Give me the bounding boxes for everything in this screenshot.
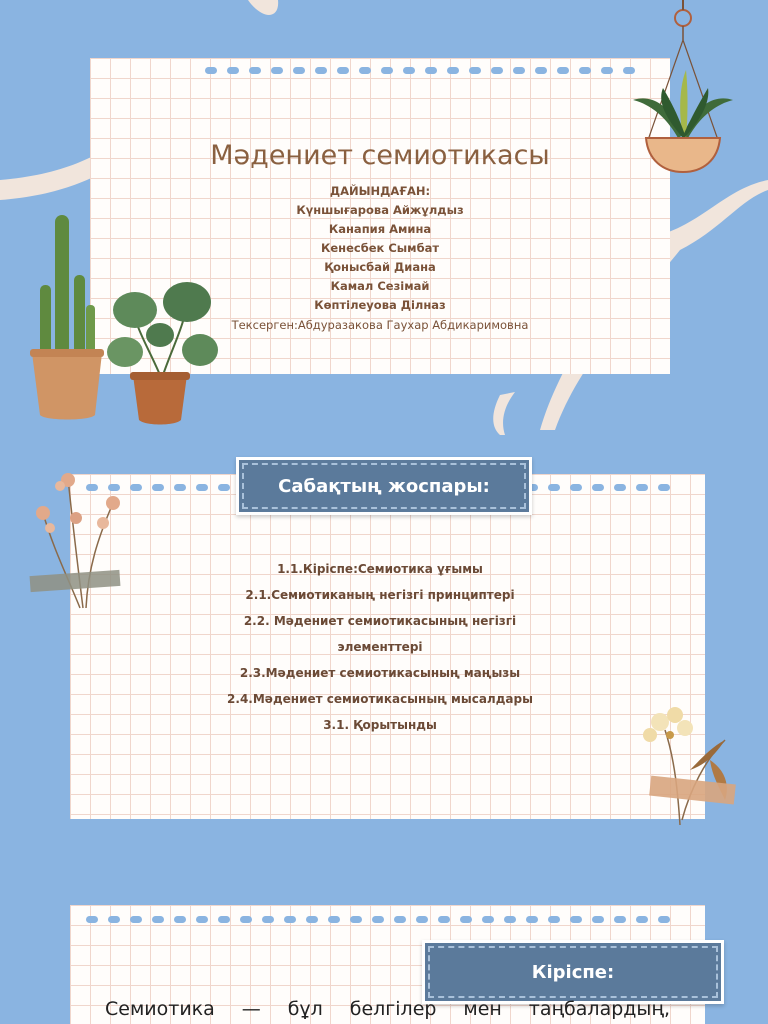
author-name: Күншығарова Айжұлдыз [296, 203, 464, 217]
list-item: элементтері [337, 640, 423, 654]
notebook-holes [86, 916, 670, 923]
hanging-plant-icon [628, 0, 738, 180]
notebook-holes [205, 67, 635, 74]
plan-list [70, 556, 690, 738]
list-item: 2.1.Семиотиканың негізгі принциптері [245, 588, 515, 602]
dried-flowers-icon [28, 468, 128, 618]
cactus-pot-icon [30, 215, 110, 425]
plan-heading: Сабақтың жоспары: [278, 475, 490, 497]
list-item: 2.4.Мәдениет семиотикасының мысалдары [227, 692, 533, 706]
monstera-pot-icon [105, 280, 225, 430]
prepared-label: ДАЙЫНДАҒАН: [329, 184, 431, 198]
author-name: Камал Сезімай [330, 279, 430, 293]
author-name: Қонысбай Диана [324, 260, 436, 274]
dried-flowers-icon [630, 700, 740, 830]
list-item: 3.1. Қорытынды [323, 718, 437, 732]
intro-paragraph: Семиотика — бұл белгілер мен таңбалардың, [105, 998, 670, 1020]
page-title: Мәдениет семиотикасы [210, 140, 550, 171]
plan-heading-banner [236, 457, 532, 515]
list-item: 2.2. Мәдениет семиотикасының негізгі [243, 614, 517, 628]
list-item: 1.1.Кіріспе:Семиотика ұғымы [277, 562, 483, 576]
intro-heading: Кіріспе: [531, 961, 615, 983]
author-name: Көптілеуова Ділназ [314, 298, 446, 312]
author-name: Кенесбек Сымбат [320, 241, 440, 255]
author-name: Канапия Амина [328, 222, 432, 236]
intro-heading-banner [422, 940, 724, 1004]
reviewer-line: Тексерген:Абдуразакова Гаухар Абдикаримовна [231, 318, 529, 332]
list-item: 2.3.Мәдениет семиотикасының маңызы [239, 666, 521, 680]
